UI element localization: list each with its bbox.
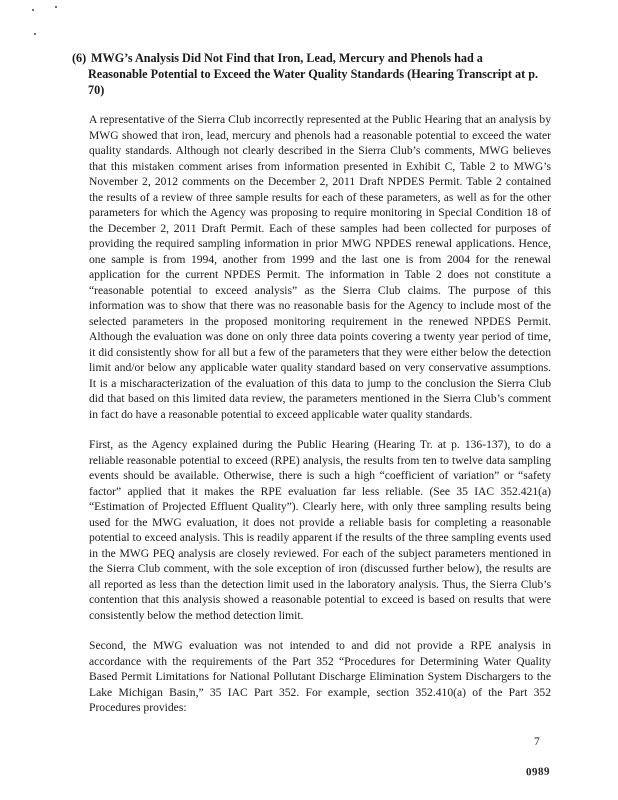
body-paragraph-1: A representative of the Sierra Club incorrectly represented at the Public Hearing that an analysis by MWG showed that iron, lead, mercury and phenols had a reasonable potential to exceed the water quality standards. Although not clearly described in the Sierra Club’s comments, MWG believes that this mistaken comment arises from information presented in Exhibit C, Table 2 to MWG’s November 2, 2012 comments on the December 2, 2011 Draft NPDES Permit. Table 2 contained the results of a review of three sample results for each of these parameters, as well as for the other parameters for which the Agency was proposing to require monitoring in Special Condition 18 of the December 2, 2011 Draft Permit. Each of these samples had been collected for purposes of providing the required sampling information in prior MWG NPDES renewal applications. Hence, one sample is from 1994, another from 1999 and the last one is from 2004 for the renewal application for the current NPDES Permit. The information in Table 2 does not constitute a “reasonable potential to exceed analysis” as the Sierra Club claims. The purpose of this information was to show that there was no reasonable basis for the Agency to include most of the selected parameters in the proposed monitoring requirement in the renewed NPDES Permit. Although the evaluation was done on only three data points covering a twenty year period of time, it did consistently show for all but a few of the parameters that they were either below the detection limit and/or below any applicable water quality standard based on very conservative assumptions. It is a mischaracterization of the evaluation of this data to jump to the conclusion the Sierra Club did that based on this limited data review, the parameters mentioned in the Sierra Club’s comment in fact do have a reasonable potential to exceed applicable water quality standards. xyxy=(89,113,551,421)
scan-speck xyxy=(34,33,36,35)
section-title-line-2: Reasonable Potential to Exceed the Water Quality Standards (Hearing Transcript at p. xyxy=(88,67,539,81)
section-title-line-3: 70) xyxy=(88,83,105,97)
body-paragraph-3: Second, the MWG evaluation was not intended to and did not provide a RPE analysis in accordance with the requirements of the Part 352 “Procedures for Determining Water Quality Based Permit Limitations for National Pollutant Discharge Elimination System Dischargers to the Lake Michigan Basin,” 35 IAC Part 352. For example, section 352.410(a) of the Part 352 Procedures provides: xyxy=(89,639,551,714)
section-heading xyxy=(72,50,558,98)
bates-stamp: 0989 xyxy=(525,765,551,779)
page-number: 7 xyxy=(534,736,540,748)
body-paragraph-2: First, as the Agency explained during the Public Hearing (Hearing Tr. at p. 136-137), to do a reliable reasonable potential to exceed (RPE) analysis, the results from ten to twelve data sampling events should be available. Otherwise, there is such a high “coefficient of variation” or “safety factor” applied that it makes the RPE evaluation far less reliable. (See 35 IAC 352.421(a) “Estimation of Projected Effluent Quality”). Clearly here, with only three sampling results being used for the MWG evaluation, it does not provide a reliable basis for completing a reasonable potential to exceed analysis. This is readily apparent if the results of the three sampling events used in the MWG PEQ analysis are closely reviewed. For each of the subject parameters mentioned in the Sierra Club comment, with the sole exception of iron (discussed further below), the results are all reported as less than the detection limit used in the laboratory analysis. Thus, the Sierra Club’s contention that this analysis showed a reasonable potential to exceed is based on results that were consistently below the method detection limit. xyxy=(89,438,551,622)
scan-speck xyxy=(32,9,34,11)
scan-speck xyxy=(55,6,57,8)
section-title-line-1: MWG’s Analysis Did Not Find that Iron, Lead, Mercury and Phenols had a xyxy=(91,51,483,65)
section-number: (6) xyxy=(72,51,87,65)
